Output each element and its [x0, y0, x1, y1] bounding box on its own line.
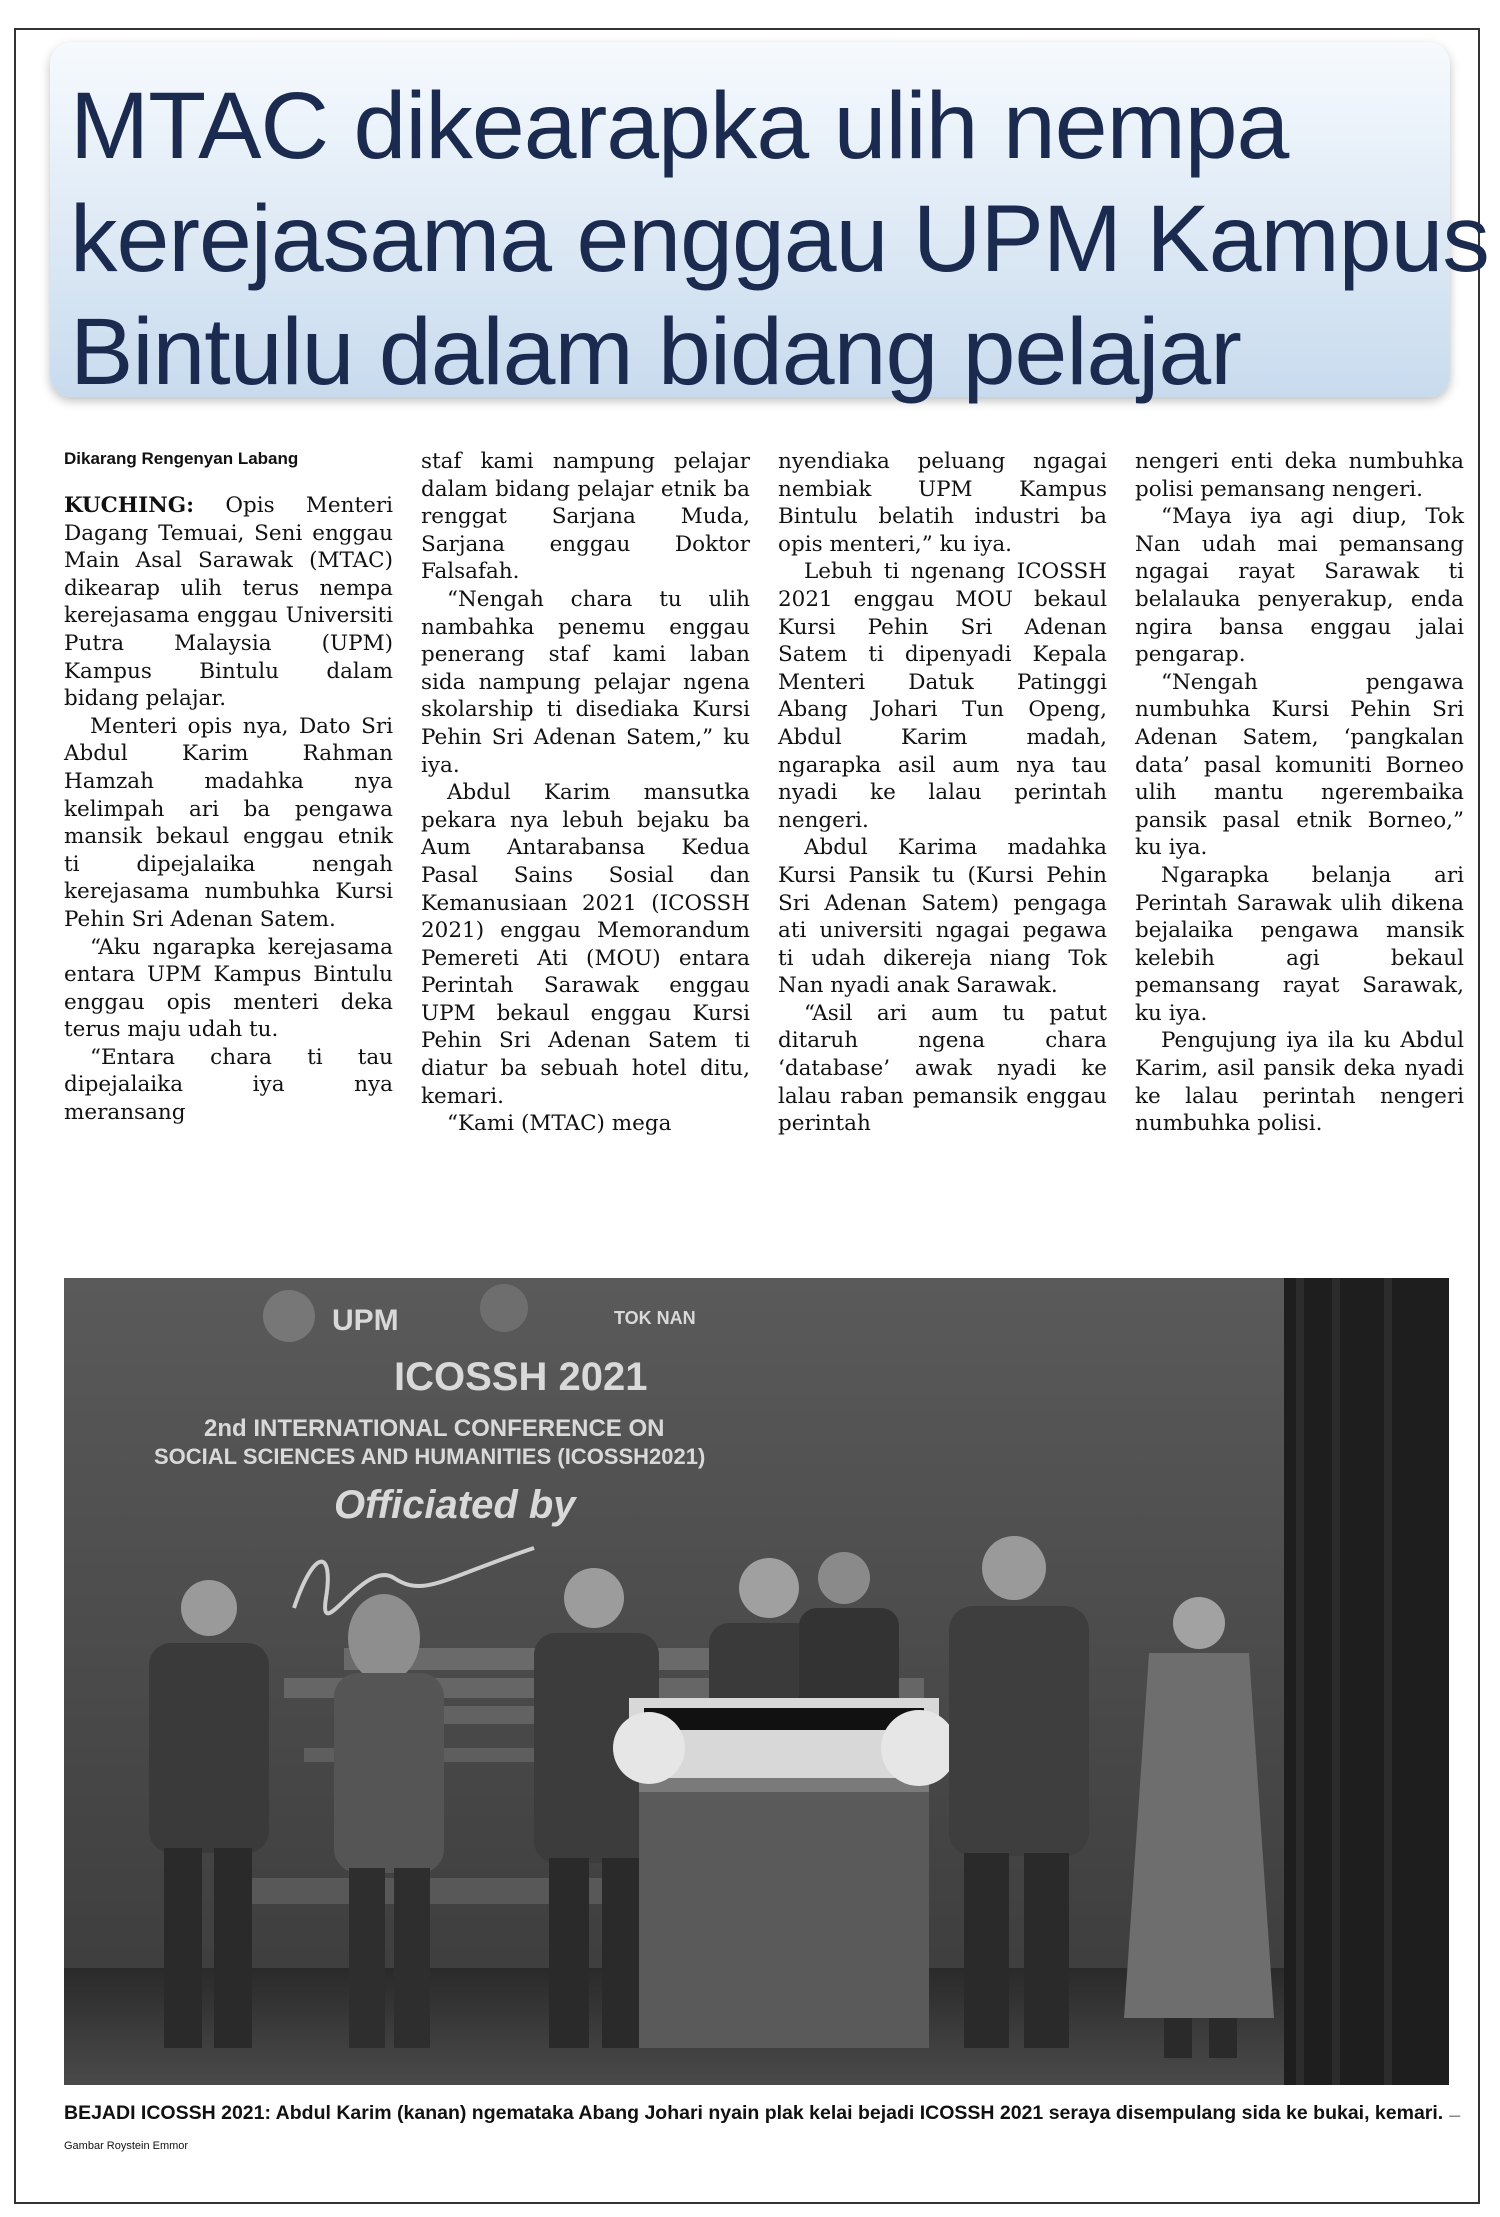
screen-conference-subtitle: SOCIAL SCIENCES AND HUMANITIES (ICOSSH2021)	[154, 1444, 706, 1469]
article-column-2	[421, 448, 750, 1238]
paragraph: “Aku ngarapka kerejasama entara UPM Kampus Bintulu enggau opis menteri deka terus maju udah tu.	[64, 934, 393, 1043]
logo-upm-text: UPM	[332, 1304, 399, 1337]
article-column-3	[778, 448, 1107, 1238]
screen-officiated-by: Officiated by	[334, 1483, 576, 1527]
paragraph: “Entara chara ti tau dipejalaika iya nya meransang	[64, 1044, 393, 1126]
plaque-podium	[613, 1698, 957, 2048]
paragraph: “Kami (MTAC) mega	[447, 1111, 672, 1137]
headline-box	[50, 42, 1489, 405]
paragraph: “Asil ari aum tu patut ditaruh ngena chara ‘database’ awak nyadi ke lalau raban pemansik enggau perintah	[778, 1000, 1107, 1137]
paragraph: staf kami nampung pelajar dalam bidang pelajar etnik ba renggat Sarjana Muda, Sarjana enggau Doktor Falsafah.	[421, 449, 750, 585]
headline-line-2: kerejasama enggau UPM Kampus	[70, 186, 1489, 292]
paragraph: “Nengah pengawa numbuhka Kursi Pehin Sri Adenan Satem, ‘pangkalan data’ pasal komuniti Borneo ulih mantu ngerembaika pansik pasal etnik Borneo,” ku iya.	[1135, 669, 1464, 861]
paragraph: nyendiaka peluang ngagai nembiak UPM Kampus Bintulu belatih industri ba opis menteri,” ku iya.	[778, 449, 1107, 557]
paragraph: nengeri enti deka numbuhka polisi pemansang nengeri.	[1135, 449, 1464, 502]
dateline: KUCHING:	[64, 493, 195, 518]
lead-paragraph	[64, 492, 393, 713]
article-column-4	[1135, 448, 1464, 1238]
paragraph: Abdul Karima madahka Kursi Pansik tu (Kursi Pehin Sri Adenan Satem) pengaga ati universiti ngagai pegawa ti udah dikereja niang Tok Nan nyadi anak Sarawak.	[778, 835, 1107, 999]
paragraph: Abdul Karim mansutka pekara nya lebuh bejaku ba Aum Antarabansa Kedua Pasal Sains Sosial dan Kemanusiaan 2021 (ICOSSH 2021) enggau Memorandum Pemereti Ati (MOU) entara Perintah Sarawak enggau UPM bekaul enggau Kursi Pehin Sri Adenan Satem ti diatur ba sebuah hotel ditu, kemari.	[421, 780, 750, 1109]
byline: Dikarang Rengenyan Labang	[64, 449, 299, 468]
headline-line-1: MTAC dikearapka ulih nempa	[70, 73, 1289, 179]
photo-credit: — Gambar Roystein Emmor	[64, 2110, 1461, 2152]
logo-toknan-text: TOK NAN	[614, 1308, 696, 1328]
paragraph: “Maya iya agi diup, Tok Nan udah mai pemansang ngagai rayat Sarawak ti belalauka penyerakup, enda ngira bansa enggau jalai pengarap.	[1135, 504, 1464, 668]
paragraph-text: Opis Menteri Dagang Temuai, Seni enggau Main Asal Sarawak (MTAC) dikearap ulih terus nempa kerejasama enggau Universiti Putra Malaysia (UPM) Kampus Bintulu dalam bidang pelajar.	[64, 493, 393, 712]
event-photo	[64, 1278, 1449, 2085]
screen-conference-title: 2nd INTERNATIONAL CONFERENCE ON	[204, 1415, 665, 1442]
paragraph: Menteri opis nya, Dato Sri Abdul Karim Rahman Hamzah madahka nya kelimpah ari ba pengawa mansik bekaul enggau etnik ti dipejalaika nengah kerejasama numbuhka Kursi Pehin Sri Adenan Satem.	[64, 713, 393, 932]
caption-text: BEJADI ICOSSH 2021: Abdul Karim (kanan) ngemataka Abang Johari nyain plak kelai bejadi ICOSSH 2021 seraya disempulang sida ke bukai, kemari.	[64, 2102, 1444, 2124]
paragraph: “Nengah chara tu ulih nambahka penemu enggau penerang staf kami laban sida nampung pelajar ngena skolarship ti disediaka Kursi Pehin Sri Adenan Satem,” ku iya.	[421, 586, 750, 778]
headline-line-3: Bintulu dalam bidang pelajar	[70, 299, 1241, 405]
article-body	[64, 448, 1464, 1238]
screen-icossh-logo: ICOSSH 2021	[394, 1355, 648, 1399]
paragraph: Lebuh ti ngenang ICOSSH 2021 enggau MOU bekaul Kursi Pehin Sri Adenan Satem ti dipenyadi Kepala Menteri Datuk Patinggi Abang Johari Tun Openg, Abdul Karim madah, ngarapka asil aum nya tau nyadi ke lalau perintah nengeri.	[778, 559, 1107, 833]
article-column-1	[64, 448, 393, 1238]
photo-caption	[64, 2100, 1464, 2160]
crest-icon	[480, 1284, 528, 1332]
paragraph: Pengujung iya ila ku Abdul Karim, asil pansik deka nyadi ke lalau perintah nengeri numbuhka polisi.	[1135, 1028, 1464, 1137]
paragraph: Ngarapka belanja ari Perintah Sarawak ulih dikena bejalaika pengawa mansik kelebih agi bekaul pemansang rayat Sarawak, ku iya.	[1135, 862, 1464, 1026]
